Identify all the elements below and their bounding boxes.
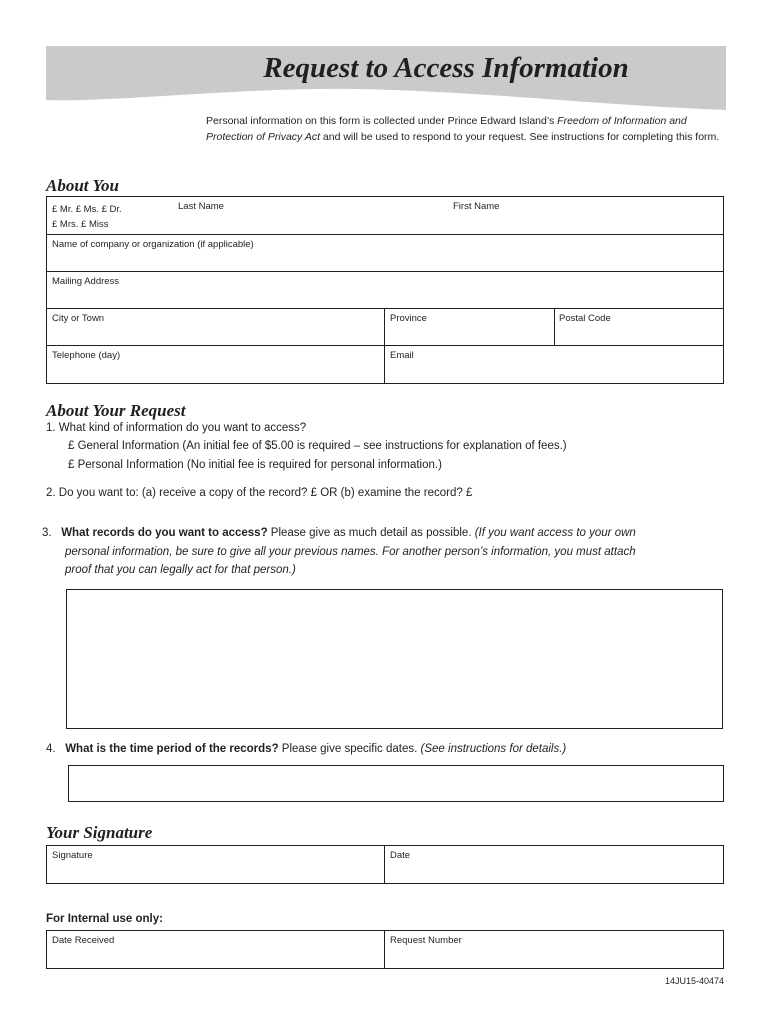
question-3-line2: personal information, be sure to give all your previous names. For another person’s information, you must attach <box>65 546 636 558</box>
signature-date-field[interactable]: Date <box>390 850 411 861</box>
signature-heading: Your Signature <box>46 823 153 842</box>
city-field[interactable]: City or Town <box>52 313 105 324</box>
general-info-option[interactable]: £ General Information (An initial fee of $5.00 is required – see instructions for explanation of fees.) <box>68 440 567 452</box>
question-1: 1. What kind of information do you want to access? <box>46 422 307 434</box>
mailing-address-field[interactable]: Mailing Address <box>52 276 120 287</box>
company-field[interactable]: Name of company or organization (if applicable) <box>52 239 254 250</box>
signature-table <box>46 845 724 884</box>
about-you-table <box>46 196 724 384</box>
salutation-options-row1[interactable]: £ Mr. £ Ms. £ Dr. <box>52 204 122 215</box>
province-field[interactable]: Province <box>390 313 427 324</box>
date-received-field[interactable]: Date Received <box>52 935 115 946</box>
last-name-field[interactable]: Last Name <box>178 201 224 212</box>
internal-use-heading: For Internal use only: <box>46 913 163 925</box>
question-4: 4. What is the time period of the records? Please give specific dates. (See instructions for details.) <box>46 743 567 755</box>
telephone-field[interactable]: Telephone (day) <box>52 350 121 361</box>
question-2[interactable]: 2. Do you want to: (a) receive a copy of the record? £ OR (b) examine the record? £ <box>46 487 473 499</box>
internal-use-table <box>46 930 724 969</box>
page-title: Request to Access Information <box>263 52 629 84</box>
postal-code-field[interactable]: Postal Code <box>559 313 611 324</box>
question-3: 3. What records do you want to access? Please give as much detail as possible. (If you want access to your own <box>42 527 636 539</box>
records-detail-textarea[interactable] <box>66 589 723 729</box>
intro-text: Personal information on this form is collected under Prince Edward Island’s Freedom of Information and Protection of Privacy Act and will be used to respond to your request. See instructions for completing this form. <box>206 115 720 143</box>
email-field[interactable]: Email <box>390 350 414 361</box>
personal-info-option[interactable]: £ Personal Information (No initial fee is required for personal information.) <box>68 459 442 471</box>
salutation-options-row2[interactable]: £ Mrs. £ Miss <box>52 219 109 230</box>
time-period-input[interactable] <box>68 765 724 802</box>
signature-field[interactable]: Signature <box>52 850 93 861</box>
request-number-field[interactable]: Request Number <box>390 935 462 946</box>
form-code: 14JU15-40474 <box>664 976 724 986</box>
question-3-line3: proof that you can legally act for that person.) <box>65 564 296 576</box>
about-request-heading: About Your Request <box>46 401 186 420</box>
first-name-field[interactable]: First Name <box>453 201 500 212</box>
about-you-heading: About You <box>46 176 119 195</box>
